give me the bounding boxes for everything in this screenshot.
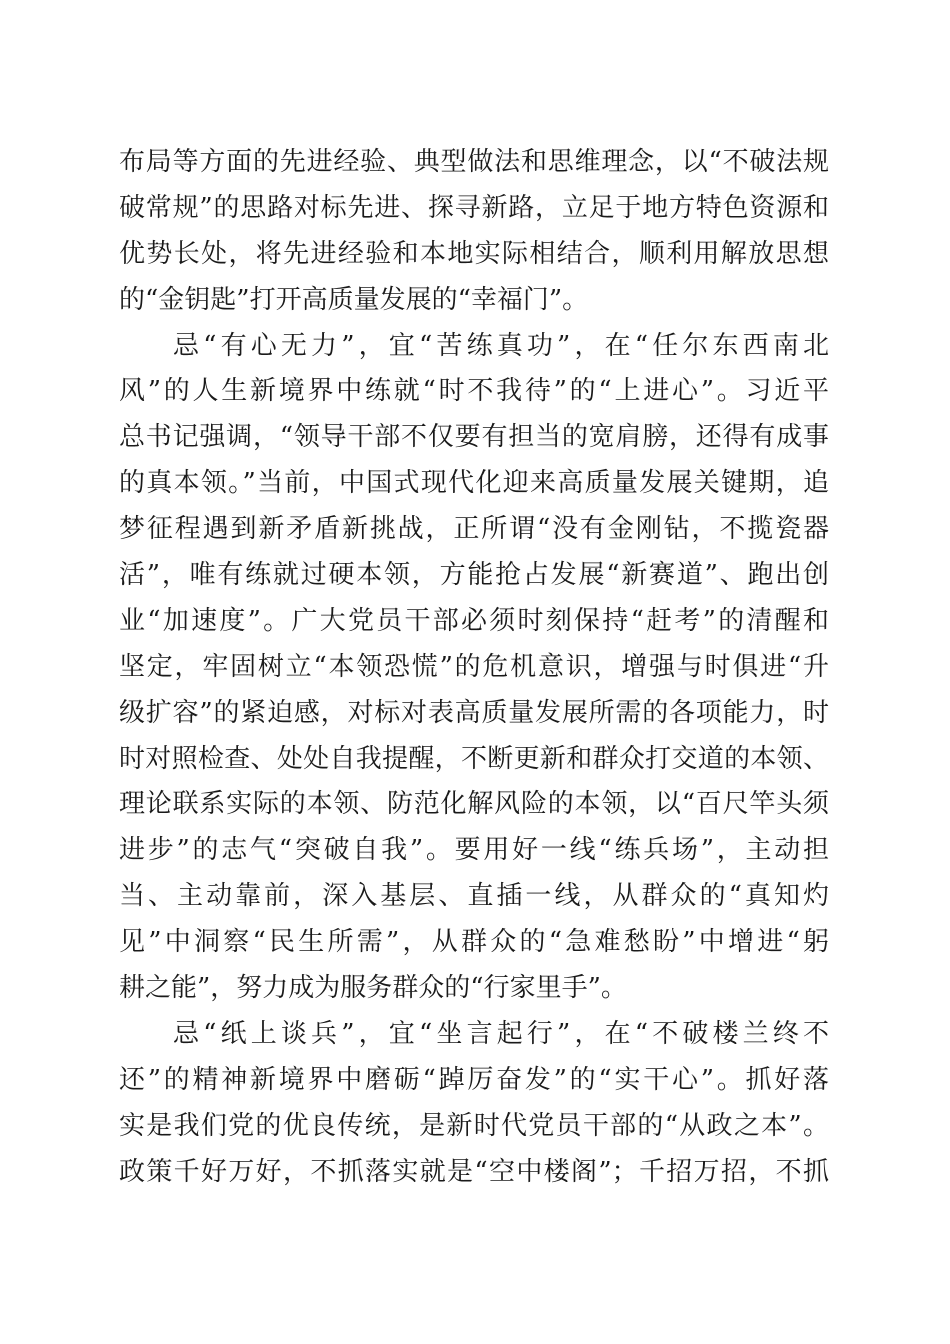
text-line: 业“加速度”。广大党员干部必须时刻保持“赶考”的清醒和 bbox=[119, 605, 829, 636]
text-line: 还”的精神新境界中磨砺“踔厉奋发”的“实干心”。抓好落 bbox=[119, 1064, 829, 1095]
text-line: 风”的人生新境界中练就“时不我待”的“上进心”。习近平 bbox=[119, 376, 829, 407]
text-line: 破常规”的思路对标先进、探寻新路，立足于地方特色资源和 bbox=[119, 192, 829, 223]
text-line: 时对照检查、处处自我提醒，不断更新和群众打交道的本领、 bbox=[119, 743, 829, 774]
text-line: 理论联系实际的本领、防范化解风险的本领，以“百尺竿头须 bbox=[119, 789, 829, 820]
paragraph-first-line: 忌“纸上谈兵”，宜“坐言起行”，在“不破楼兰终不 bbox=[173, 1018, 829, 1049]
text-line: 总书记强调，“领导干部不仅要有担当的宽肩膀，还得有成事 bbox=[119, 422, 829, 453]
text-line: 政策千好万好，不抓落实就是“空中楼阁”；千招万招，不抓 bbox=[119, 1156, 829, 1187]
text-line: 耕之能”，努力成为服务群众的“行家里手”。 bbox=[119, 973, 627, 1004]
text-line: 进步”的志气“突破自我”。要用好一线“练兵场”，主动担 bbox=[119, 835, 829, 866]
text-line: 的真本领。”当前，中国式现代化迎来高质量发展关键期，追 bbox=[119, 468, 829, 499]
text-line: 实是我们党的优良传统，是新时代党员干部的“从政之本”。 bbox=[119, 1110, 829, 1141]
text-line: 见”中洞察“民生所需”，从群众的“急难愁盼”中增进“躬 bbox=[119, 927, 829, 958]
text-line: 活”，唯有练就过硬本领，方能抢占发展“新赛道”、跑出创 bbox=[119, 560, 829, 591]
text-line: 布局等方面的先进经验、典型做法和思维理念，以“不破法规 bbox=[119, 147, 829, 177]
text-line: 当、主动靠前，深入基层、直插一线，从群众的“真知灼 bbox=[119, 881, 829, 912]
text-line: 级扩容”的紧迫感，对标对表高质量发展所需的各项能力，时 bbox=[119, 697, 829, 728]
text-line: 优势长处，将先进经验和本地实际相结合，顺利用解放思想 bbox=[119, 238, 829, 269]
paragraph-first-line: 忌“有心无力”，宜“苦练真功”，在“任尔东西南北 bbox=[173, 330, 829, 361]
text-line: 的“金钥匙”打开高质量发展的“幸福门”。 bbox=[119, 284, 589, 315]
text-line: 坚定，牢固树立“本领恐慌”的危机意识，增强与时俱进“升 bbox=[119, 651, 829, 682]
body-text bbox=[119, 140, 829, 1195]
text-line: 梦征程遇到新矛盾新挑战，正所谓“没有金刚钻，不揽瓷器 bbox=[119, 514, 829, 545]
